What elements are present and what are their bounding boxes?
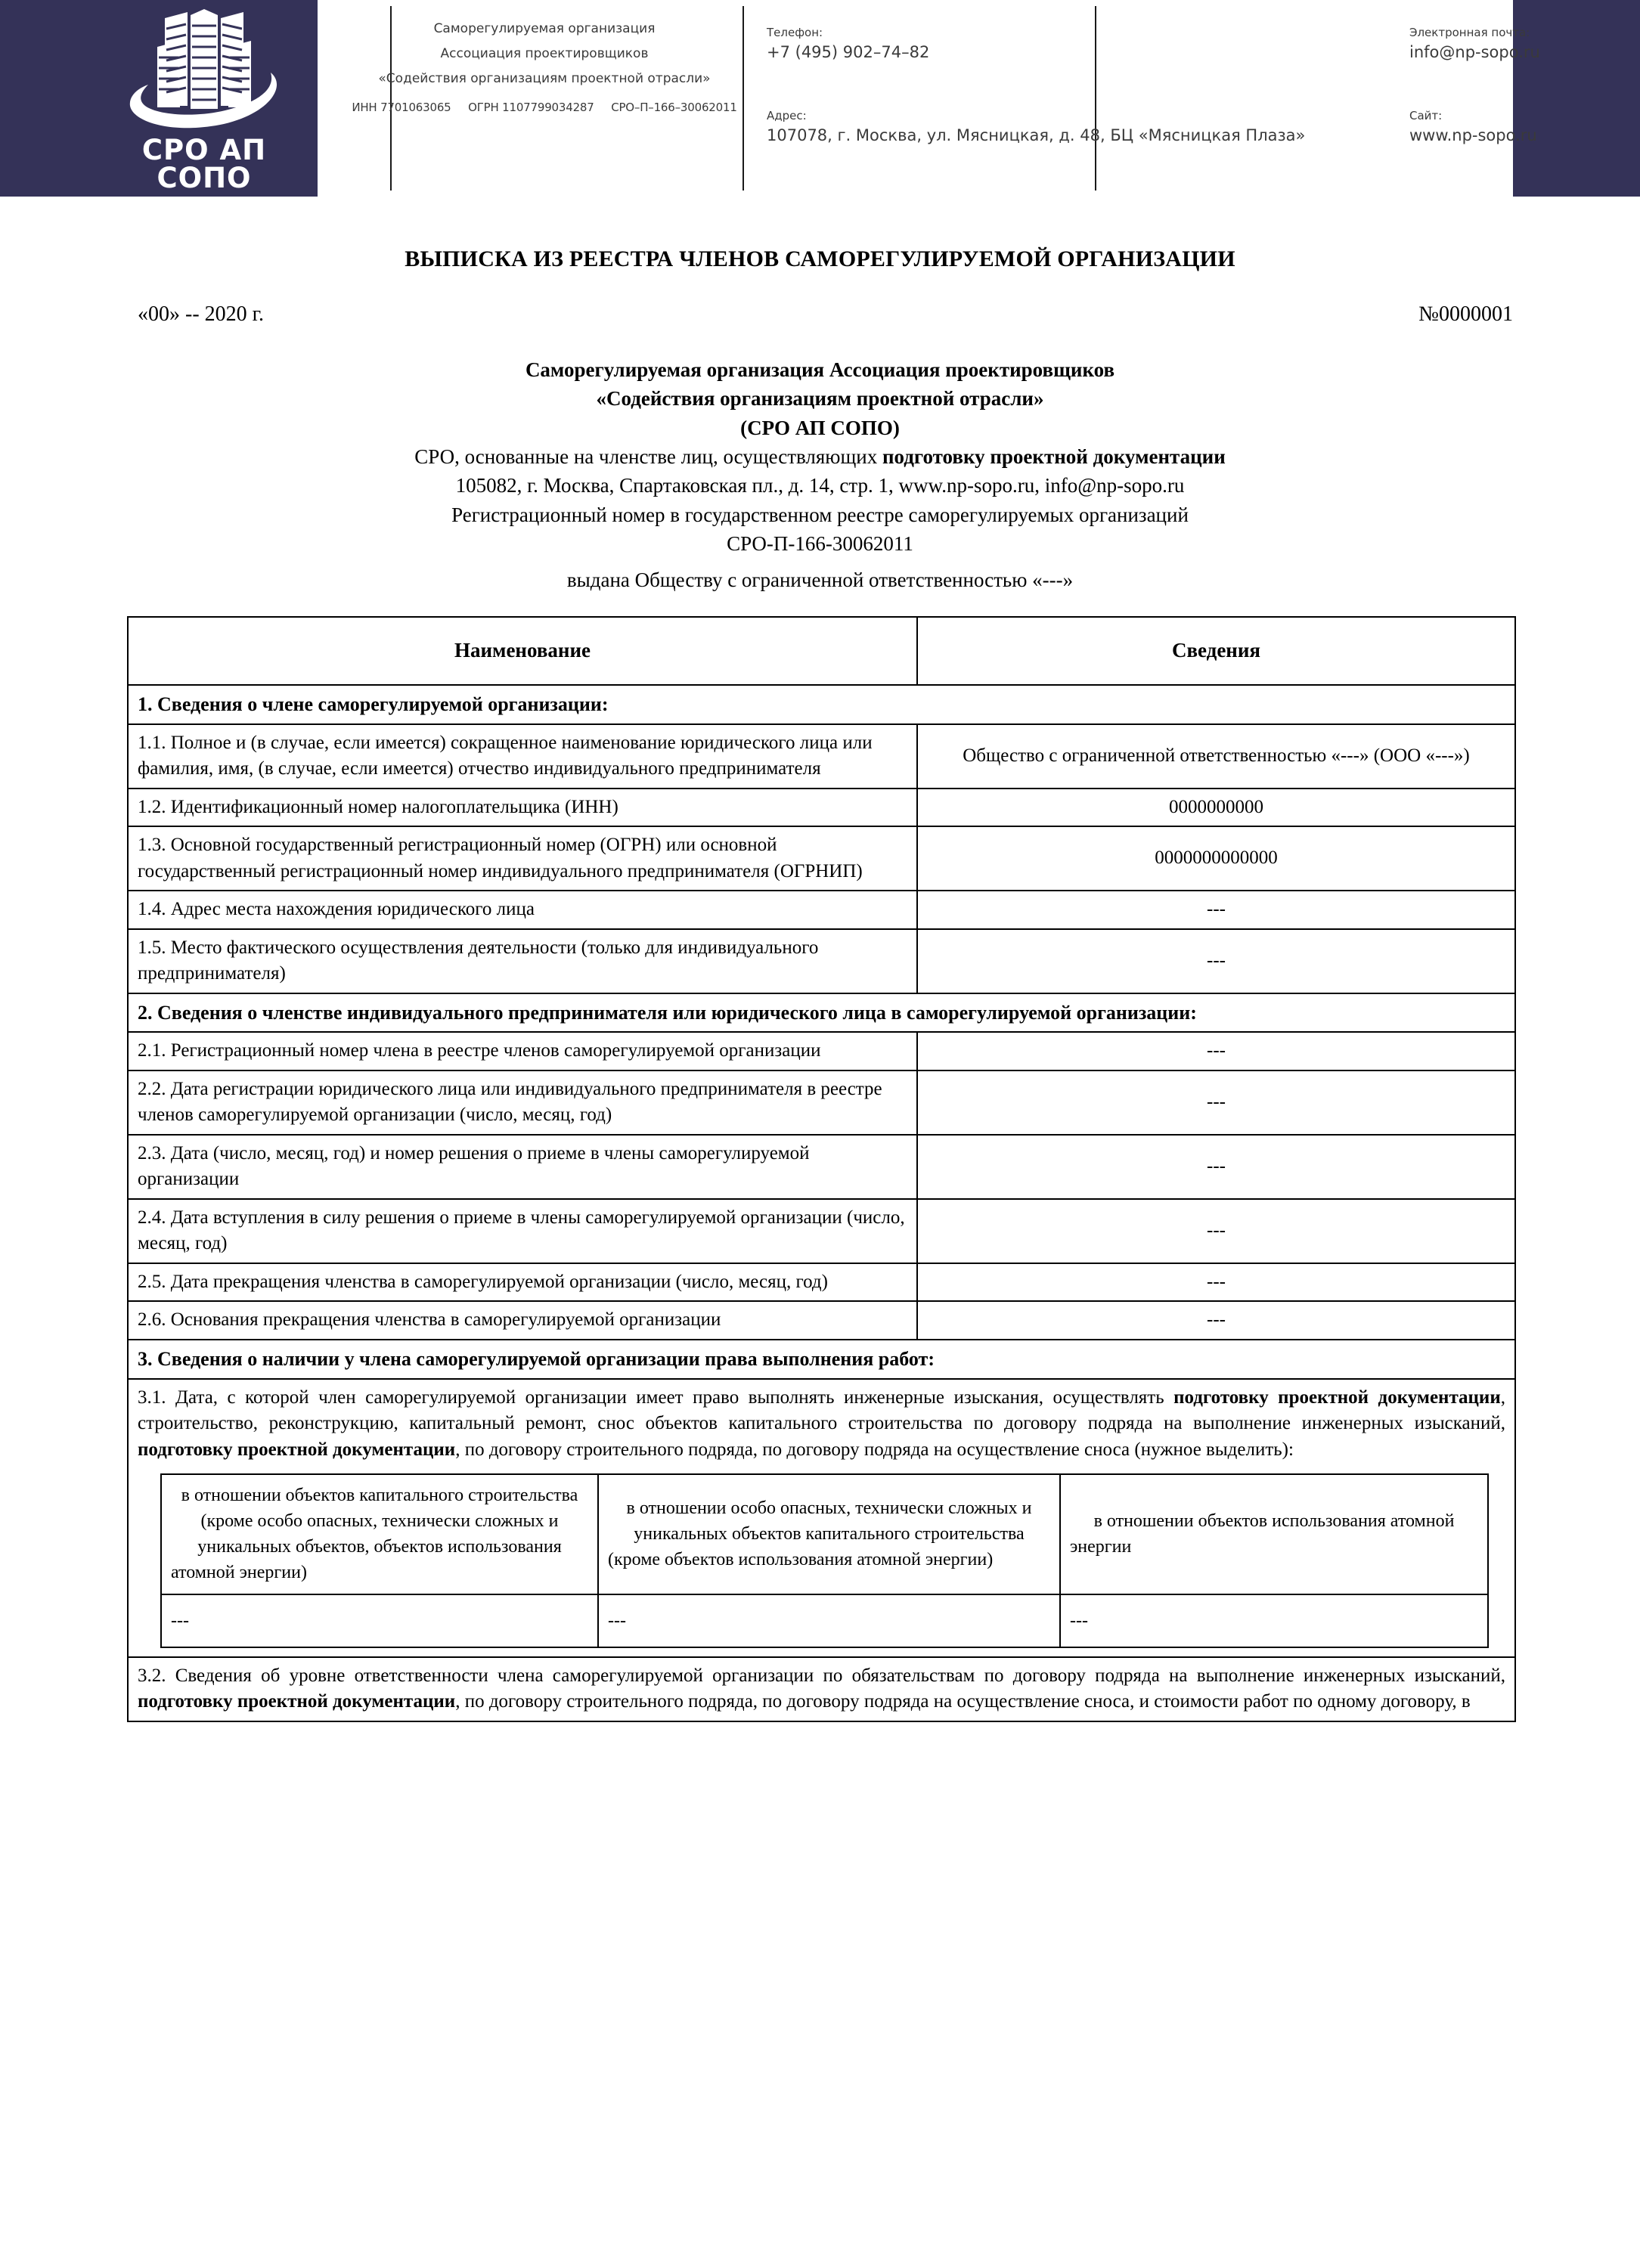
row-1-4-name: 1.4. Адрес места нахождения юридического лица — [128, 891, 917, 929]
letterhead-site-label: Сайт: — [1409, 109, 1443, 122]
letterhead-org-line-3: «Содействия организациям проектной отрасли» — [378, 71, 711, 87]
row-3-1 — [128, 1379, 1515, 1657]
column-header-value: Сведения — [917, 617, 1515, 685]
intro-line-4-prefix: СРО, основанные на членстве лиц, осуществляющих — [414, 445, 882, 468]
row-2-2-value: --- — [917, 1070, 1515, 1135]
letterhead-org-line-1: Саморегулируемая организация — [433, 21, 656, 36]
row-2-5-value: --- — [917, 1263, 1515, 1302]
subtable-col-2-value: --- — [598, 1594, 1060, 1647]
letterhead-address-block — [767, 107, 1305, 147]
subtable-col-1-header: в отношении объектов капитального строительства (кроме особо опасных, технически сложных и уникальных объектов, объектов использования атомной энергии) — [161, 1474, 598, 1594]
subtable-col-3-value: --- — [1060, 1594, 1488, 1647]
table-header-row — [128, 617, 1515, 685]
intro-line-5-address: 105082, г. Москва, Спартаковская пл., д. 14, стр. 1, www.np-sopo.ru, info@np-sopo.ru — [455, 474, 1185, 497]
row-2-3-value: --- — [917, 1135, 1515, 1199]
sro-logo-wordmark: СРО АП СОПО — [141, 134, 267, 194]
row-1-4-value: --- — [917, 891, 1515, 929]
row-3-2 — [128, 1657, 1515, 1721]
row-1-2-value: 0000000000 — [917, 789, 1515, 827]
row-2-5-name: 2.5. Дата прекращения членства в саморегулируемой организации (число, месяц, год) — [128, 1263, 917, 1302]
table-row — [128, 1070, 1515, 1135]
table-row — [128, 789, 1515, 827]
letterhead-inn: ИНН 7701063065 — [352, 101, 451, 115]
row-1-3-name: 1.3. Основной государственный регистрационный номер (ОГРН) или основной государственный регистрационный номер индивидуального предпринимателя (ОГРНИП) — [128, 826, 917, 891]
letterhead-divider-3 — [1095, 6, 1096, 191]
row-3-2-text-part-1: 3.2. Сведения об уровне ответственности члена саморегулируемой организации по обязательствам по договору подряда на выполнение инженерных изысканий, — [138, 1665, 1505, 1686]
letterhead-org-block — [333, 17, 756, 114]
intro-line-1: Саморегулируемая организация Ассоциация проектировщиков — [525, 358, 1115, 381]
letterhead-address-value: 107078, г. Москва, ул. Мясницкая, д. 48, БЦ «Мясницкая Плаза» — [767, 125, 1306, 144]
row-3-1-cell — [128, 1379, 1515, 1657]
row-3-2-bold-1: подготовку проектной документации — [138, 1691, 456, 1712]
row-1-5-value: --- — [917, 929, 1515, 993]
registry-table — [127, 616, 1516, 1722]
table-row — [128, 891, 1515, 929]
letterhead-phone-label: Телефон: — [767, 26, 823, 39]
document-body — [0, 246, 1640, 1722]
table-row — [128, 826, 1515, 891]
intro-line-4-bold: подготовку проектной документации — [882, 445, 1226, 468]
section-2-title: 2. Сведения о членстве индивидуального предпринимателя или юридического лица в саморегулируемой организации: — [128, 993, 1515, 1033]
row-2-6-value: --- — [917, 1301, 1515, 1340]
intro-block — [0, 355, 1640, 595]
table-row — [128, 1263, 1515, 1302]
table-row — [128, 724, 1515, 789]
document-meta-line — [0, 302, 1640, 327]
letterhead-email-block — [1409, 24, 1540, 64]
table-row — [128, 1199, 1515, 1263]
column-header-name: Наименование — [128, 617, 917, 685]
letterhead — [0, 0, 1640, 197]
row-2-6-name: 2.6. Основания прекращения членства в саморегулируемой организации — [128, 1301, 917, 1340]
section-2-header-row — [128, 993, 1515, 1033]
row-1-1-value: Общество с ограниченной ответственностью «---» (ООО «---») — [917, 724, 1515, 789]
row-3-1-text-part-2: , строительство, реконструкцию, капитальный ремонт, снос объектов капитального строительства по договору подряда на выполнение инженерных изысканий, — [138, 1387, 1505, 1434]
intro-line-7-registry-number: СРО-П-166-30062011 — [727, 531, 913, 555]
row-2-2-name: 2.2. Дата регистрации юридического лица или индивидуального предпринимателя в реестре членов саморегулируемой организации (число, месяц, год) — [128, 1070, 917, 1135]
subtable-col-1-value: --- — [161, 1594, 598, 1647]
section-1-title: 1. Сведения о члене саморегулируемой организации: — [128, 685, 1515, 724]
letterhead-ogrn: ОГРН 1107799034287 — [468, 101, 594, 115]
intro-line-3: (СРО АП СОПО) — [740, 416, 900, 439]
row-1-5-name: 1.5. Место фактического осуществления деятельности (только для индивидуального предпринимателя) — [128, 929, 917, 993]
letterhead-email-label: Электронная почта: — [1409, 26, 1530, 39]
subtable-value-row — [161, 1594, 1488, 1647]
row-2-1-value: --- — [917, 1032, 1515, 1070]
letterhead-phone-block — [767, 24, 929, 64]
document-date: «00» -- 2020 г. — [138, 302, 264, 326]
row-3-1-bold-2: подготовку проектной документации — [138, 1439, 456, 1460]
table-row — [128, 1301, 1515, 1340]
subtable-col-2-header: в отношении особо опасных, технически сложных и уникальных объектов капитального строительства (кроме объектов использования атомной энергии) — [598, 1474, 1060, 1594]
table-row — [128, 1135, 1515, 1199]
section-1-header-row — [128, 685, 1515, 724]
letterhead-address-label: Адрес: — [767, 109, 807, 122]
section-3-title: 3. Сведения о наличии у члена саморегулируемой организации права выполнения работ: — [128, 1340, 1515, 1379]
row-2-3-name: 2.3. Дата (число, месяц, год) и номер решения о приеме в члены саморегулируемой организации — [128, 1135, 917, 1199]
row-2-1-name: 2.1. Регистрационный номер члена в реестре членов саморегулируемой организации — [128, 1032, 917, 1070]
letterhead-site-block — [1409, 107, 1537, 147]
intro-line-6: Регистрационный номер в государственном реестре саморегулируемых организаций — [451, 503, 1189, 526]
row-3-1-bold-1: подготовку проектной документации — [1173, 1387, 1501, 1408]
document-number: №0000001 — [1418, 302, 1513, 326]
sro-logo — [91, 8, 318, 197]
row-2-4-value: --- — [917, 1199, 1515, 1263]
row-1-3-value: 0000000000000 — [917, 826, 1515, 891]
letterhead-org-identifiers — [333, 101, 756, 114]
object-categories-subtable — [160, 1473, 1489, 1647]
row-3-2-text-part-2: , по договору строительного подряда, по договору подряда на осуществление сноса, и стоимости работ по одному договору, в — [455, 1691, 1471, 1712]
intro-line-2: «Содействия организациям проектной отрасли» — [596, 387, 1044, 411]
row-3-2-cell — [128, 1657, 1515, 1721]
table-row — [128, 929, 1515, 993]
subtable-col-3-header: в отношении объектов использования атомной энергии — [1060, 1474, 1488, 1594]
section-3-header-row — [128, 1340, 1515, 1379]
row-1-2-name: 1.2. Идентификационный номер налогоплательщика (ИНН) — [128, 789, 917, 827]
letterhead-site-value: www.np-sopo.ru — [1409, 125, 1537, 144]
letterhead-phone-value: +7 (495) 902–74–82 — [767, 42, 930, 61]
letterhead-org-line-2: Ассоциация проектировщиков — [440, 46, 649, 62]
letterhead-email-value: info@np-sopo.ru — [1409, 42, 1540, 61]
row-2-4-name: 2.4. Дата вступления в силу решения о приеме в члены саморегулируемой организации (число, месяц, год) — [128, 1199, 917, 1263]
intro-line-4 — [0, 442, 1640, 471]
subtable-header-row — [161, 1474, 1488, 1594]
page-title: ВЫПИСКА ИЗ РЕЕСТРА ЧЛЕНОВ САМОРЕГУЛИРУЕМОЙ ОРГАНИЗАЦИИ — [405, 246, 1235, 271]
table-row — [128, 1032, 1515, 1070]
row-3-1-text-part-3: , по договору строительного подряда, по договору подряда на осуществление сноса (нужное выделить): — [455, 1439, 1294, 1460]
row-1-1-name: 1.1. Полное и (в случае, если имеется) сокращенное наименование юридического лица или фамилия, имя, (в случае, если имеется) отчество индивидуального предпринимателя — [128, 724, 917, 789]
intro-line-8-issued-to: выдана Обществу с ограниченной ответственностью «---» — [566, 569, 1074, 592]
letterhead-sro-number: СРО–П–166–30062011 — [611, 101, 737, 115]
row-3-1-text-part-1: 3.1. Дата, с которой член саморегулируемой организации имеет право выполнять инженерные изыскания, осуществлять — [138, 1387, 1174, 1408]
